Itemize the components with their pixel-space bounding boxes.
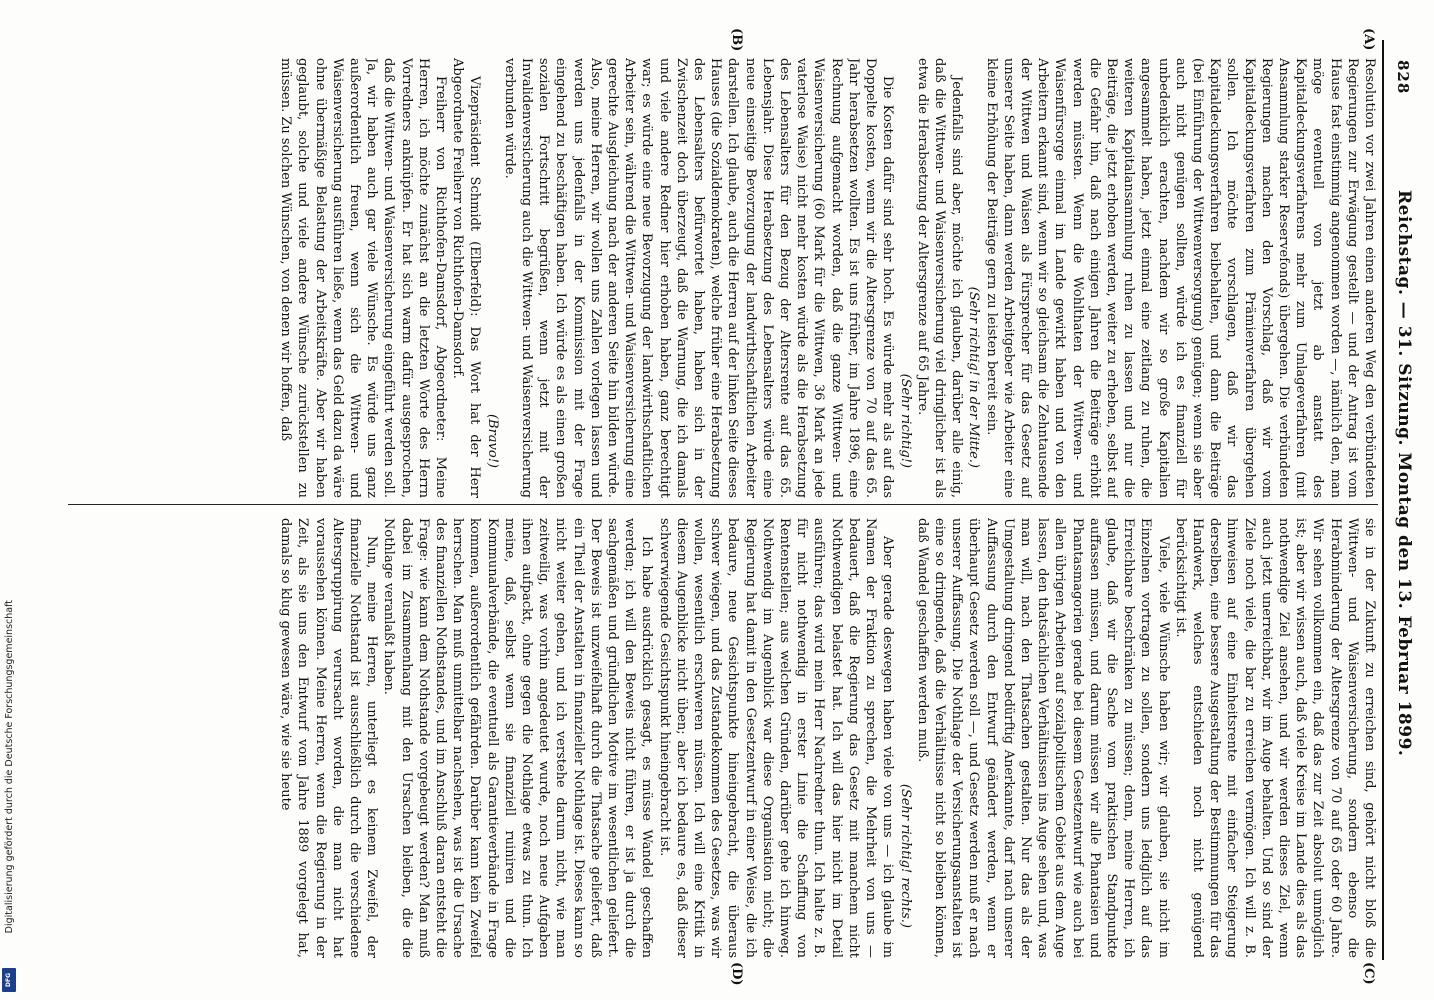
margin-marker-d: (D): [729, 962, 744, 986]
margin-marker-a: (A): [1361, 28, 1376, 51]
speaker-paragraph: Vizepräsident Schmidt (Elberfeld): Das Wort hat der Herr Abgeordnete Freiherr von Richthofen-Damsdorf.: [450, 58, 483, 498]
paragraph: sie in der Zukunft zu erreichen sind, gehört nicht bloß die Wittwen- und Waisenversicherung, sondern ebenso die Herabminderung der Altersgrenze von 70 auf 65 oder 60 Jahre. Wir sehen vollkommen ein, daß das zur Zeit absolut unmöglich ist; aber wir wissen auch, daß viele Kreise im Lande dies als das nothwendige Ziel ansehen, und wir werden dieses Ziel, wenn auch jetzt unerreichbar, wir im Auge behalten. Und so sind der Ziele noch viele, die bar zu erreichen vermögen. Ich will z. B. hinweisen auf eine Einheitsrente mit einfacher Steigerung derselben, eine bessere Ausgestaltung der Bestimmungen für das Handwerk, welches entschieden noch nicht genügend berücksichtigt ist.: [1172, 518, 1377, 958]
paragraph: Viele, viele Wünsche haben wir; wir glauben, sie nicht im Einzelnen vortragen zu sollen, sondern uns lediglich auf das Erreichbare beschränken zu müssen; denn, meine Herren, ich glaube, daß wir die Sache vom praktischen Standpunkte auffassen müssen, und darum müssen wir alle Phantasien und Phantasmagorien gerade bei diesem Gesetzentwurf wie auch bei allen übrigen Arbeiten auf sozialpolitischem Gebiet aus dem Auge lassen, den thatsächlichen Verhältnissen ins Auge sehen und, was man will, nach den Thatsachen gestalten. Nur das als der Umgestaltung dringend bedürftig Anerkannte, darf nach unserer Auffassung durch den Entwurf geändert werden, wenn er überhaupt Gesetz werden soll —, und Gesetz werden muß er nach unserer Auffassung. Die Nothlage der Versicherungsanstalten ist eine so dringende, daß die Verhältnisse nicht so bleiben können, daß Wandel geschaffen werden muß.: [914, 518, 1171, 958]
dfg-logo: DFG: [2, 968, 16, 992]
paragraph: Jedenfalls sind aber, möchte ich glauben, darüber alle einig, daß die Wittwen- und Waisenversicherung viel dringlicher ist als etwa die Herabsetzung der Altersgrenze auf 65 Jahre.: [914, 58, 965, 498]
column-divider: [68, 504, 1378, 505]
interjection: (Sehr richtig! rechts.): [897, 783, 913, 928]
page-number: 828: [1394, 60, 1412, 95]
right-column: [73, 518, 1378, 958]
running-head: Reichstag. — 31. Sitzung. Montag den 13. Februar 1899.: [1394, 190, 1414, 757]
paragraph: Aber gerade deswegen haben viele von uns — ich glaube im Namen der Fraktion zu sprechen, die Mehrheit von uns — bedauert, daß die Regierung das Gesetz mit manchem nicht Nothwendigen belastet hat. Ich will das hier nicht im Detail ausführen; das wird mein Herr Nachredner thun. Ich halte z. B. für nicht nothwendig in erster Linie die Schaffung von Rentenstellen; aus welchen Gründen, darüber gehe ich hinweg. Nothwendig im Augenblick war diese Organisation nicht; die Regierung hat damit in den Gesetzentwurf in einer Weise, die ich bedaure, neue Gesichtspunkte hineingebracht, die überaus schwer wiegen, und das Zustandekommen des Gesetzes, was wir wollen, wesentlich erschweren müssen. Ich will eine Kritik in diesem Augenblicke nicht üben; aber ich bedaure es, daß dieser schwerwiegende Gesichtspunkt hineingebracht ist.: [656, 518, 896, 958]
margin-marker-c: (C): [1361, 962, 1376, 985]
footer-text: Digitalisierung gefördert durch die Deutsche Forschungsgemeinschaft: [4, 600, 15, 934]
interjection: (Sehr richtig! in der Mitte.): [966, 286, 982, 468]
digitization-footer: [4, 600, 22, 995]
speaker-paragraph: Freiherr von Richthofen-Damsdorf, Abgeordneter: Meine Herren, ich möchte zunächst an die letzten Worte des Herrn Vorredners anknüpfen. Er hat sich warm dafür ausgesprochen, daß die Wittwen- und Waisenversicherung eingeführt werden soll. Ja, wir haben auch gar viele Wünsche. Es würde uns ganz außerordentlich freuen, wenn sich die Wittwen- und Waisenversicherung ausführen ließe, wenn das Geld dazu da wäre ohne übermäßige Belastung der Arbeitskräfte. Aber wir haben geglaubt, solche und viele andere Wünsche zurückstellen zu müssen. Zu solchen Wünschen, von denen wir hoffen, daß: [278, 58, 449, 498]
page-header: [1390, 40, 1420, 960]
interjection: (Sehr richtig!): [897, 373, 913, 468]
margin-marker-b: (B): [729, 28, 744, 52]
header-rule: [1382, 40, 1384, 960]
paragraph: Nun, meine Herren, unterliegt es keinem Zweifel, der finanzielle Nothstand ist ausschließlich durch die verschiedene Altersgruppirung verursacht worden, die man nicht hat voraussehen können. Meine Herren, wenn die Regierung in der Zeit, als sie uns den Entwurf vom Jahre 1889 vorgelegt hat, damals so klug gewesen wäre, wie sie heute: [278, 518, 380, 958]
paragraph: Die Kosten dafür sind sehr hoch. Es würde mehr als auf das Doppelte kosten, wenn wir die Altersgrenze von 70 auf das 65. Jahr herabsetzen wollten. Es ist uns früher, im Jahre 1896, eine Rechnung aufgemacht worden, daß die ganze Wittwen- und Waisenversicherung (60 Mark für die Wittwen, 36 Mark an jede vaterlose Waise) nicht mehr kosten würde als die Herabsetzung des Lebensalters für den Bezug der Altersrente auf das 65. Lebensjahr. Diese Herabsetzung des Lebensalters würde eine neue einseitige Bevorzugung der landwirthschaftlichen Arbeiter darstellen. Ich glaube, auch die Herren auf der linken Seite dieses Hauses (die Sozialdemokraten), welche früher eine Herabsetzung des Lebensalters befürwortet haben, haben sich in der Zwischenzeit doch überzeugt, daß die Warnung, die ich damals und viele andere Redner hier erhoben haben, ganz berechtigt war; es würde eine neue Bevorzugung der landwirthschaftlichen Arbeiter sein, während die Wittwen- und Waisenversicherung eine gerechte Ausgleichung nach der anderen Seite hin bilden würde. Also, meine Herren, wir wollen uns Zahlen vorlegen lassen und werden uns jedenfalls in der Kommission mit der Frage eingehend zu beschäftigen haben. Ich würde es als einen großen sozialen Fortschritt begrüßen, wenn jetzt mit der Invalidenversicherung auch die Wittwen- und Waisenversicherung verbunden würde.: [501, 58, 896, 498]
paragraph: Ich habe ausdrücklich gesagt, es müsse Wandel geschaffen werden; ich will den Beweis nicht führen, er ist ja durch die sachgemäßen und gründlichen Motive im wesentlichen geliefert. Der Beweis ist unzweifelhaft durch die Thatsache geliefert, daß ein Theil der Anstalten in finanzieller Nothlage ist. Dieses kann so nicht weiter gehen, und ich verstehe darum nicht, wie man zeitweilig, was vorhin angedeutet wurde, noch neue Aufgaben ihnen aufpackt, ohne gegen die Nothlage etwas zu thun. Ich meine, daß, selbst wenn sie finanziell ruiniren und die Kommunalverbände, die eventuell als Garantieverbände in Frage kommen, außerordentlich gefährden. Darüber kann kein Zweifel herrschen. Man muß unmittelbar nachsehen, was ist die Ursache des finanziellen Nothstandes, und im Anschluß daran entsteht die Frage: wie kann dem Nothstande vorgebeugt werden? Man muß dabei im Zusammenhang mit den Ursachen bleiben, die die Nothlage veranlaßt haben.: [381, 518, 655, 958]
left-column: [73, 58, 1378, 498]
paragraph: Resolution vor zwei Jahren einen anderen Weg den verbündeten Regierungen zur Erwägung gestellt — und der Antrag ist vom Hause fast einstimmig angenommen worden —, nämlich den, man möge eventuell von jetzt ab anstatt des Kapitaldeckungsverfahrens mehr zum Umlageverfahren (mit Ansammlung starker Reservefonds) übergehen. Die verbündeten Regierungen machen den Vorschlag, daß wir vom Kapitaldeckungsverfahren zum Prämienverfahren übergehen sollen. Ich möchte vorschlagen, daß wir das Kapitaldeckungsverfahren beibehalten, und dann die Beiträge (bei Einführung der Wittwenversorgung) genügen; wenn sie aber auch nicht genügen sollten, würde ich es finanziell für unbedenklich erachten, nachdem wir so große Kapitalien angesammelt haben, jetzt einmal eine zeitlang zu ruhen, die weiteren Kapitalansammlung ruhen zu lassen und nur die Beiträge, die jetzt erhoben werden, weiter zu erheben, selbst auf die Gefahr hin, daß nach einigen Jahren die Beiträge erhöht werden müssten. Wenn die Wohlthaten der Wittwen- und Waisenfürsorge einmal im Lande gewirkt haben und von den Arbeitern erkannt sind, wenn wir so gleichsam die Zehntausende der Wittwen und Waisen als Fürsprecher für das Gesetz auf unserer Seite haben, dann werden Arbeitgeber wie Arbeiter eine kleine Erhöhung der Beiträge gern zu leisten bereit sein.: [983, 58, 1377, 498]
interjection: (Bravo!): [484, 413, 500, 468]
